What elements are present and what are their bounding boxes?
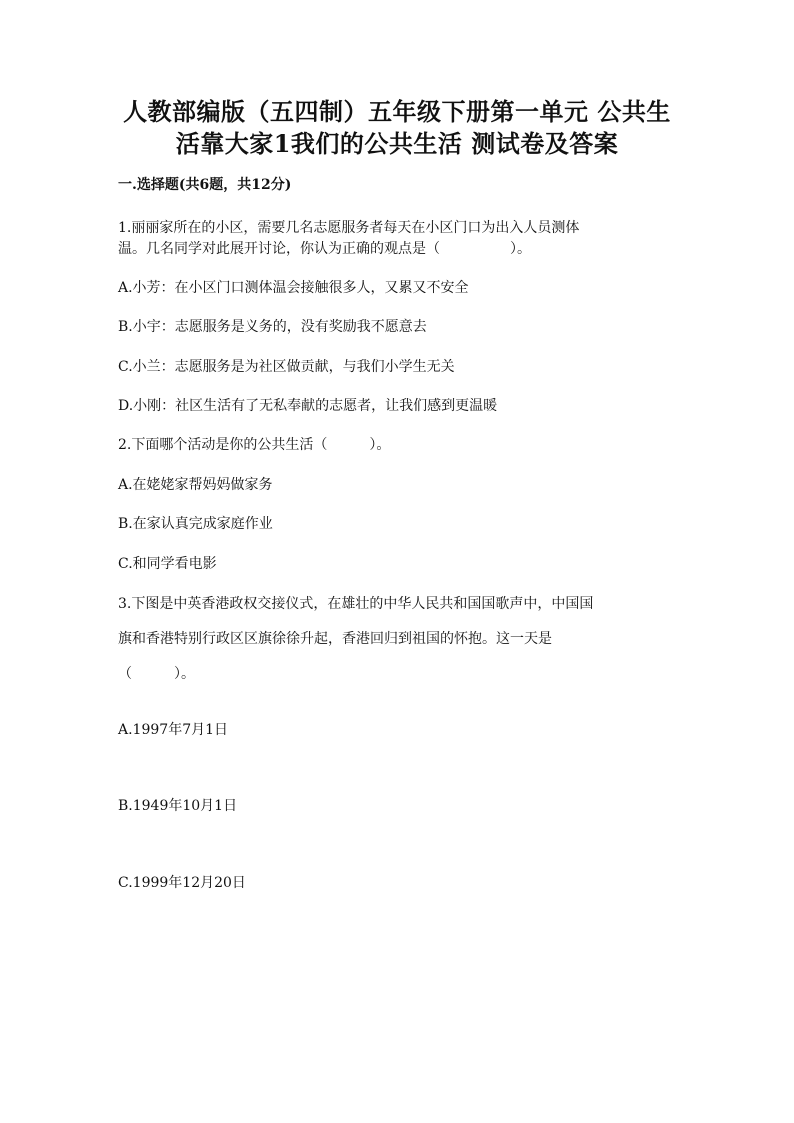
question-2-option-a: A.在姥姥家帮妈妈做家务: [118, 477, 273, 493]
question-1-option-d: D.小刚：社区生活有了无私奉献的志愿者，让我们感到更温暖: [118, 398, 498, 414]
question-1-stem-line-1: 1.丽丽家所在的小区，需要几名志愿服务者每天在小区门口为出入人员测体: [118, 220, 580, 236]
question-2-option-b: B.在家认真完成家庭作业: [118, 516, 273, 532]
question-1-option-c: C.小兰：志愿服务是为社区做贡献，与我们小学生无关: [118, 359, 455, 375]
question-3-option-b: B.1949年10月1日: [118, 798, 238, 814]
section-heading: 一.选择题(共6题，共12分): [118, 177, 292, 193]
question-3-stem-line-3: （ ）。: [118, 666, 195, 682]
question-3-option-c: C.1999年12月20日: [118, 875, 246, 891]
question-1-option-a: A.小芳：在小区门口测体温会接触很多人，又累又不安全: [118, 280, 469, 296]
question-1-option-b: B.小宇：志愿服务是义务的，没有奖励我不愿意去: [118, 319, 427, 335]
question-1-stem-line-2: 温。几名同学对此展开讨论，你认为正确的观点是（ ）。: [118, 241, 531, 257]
document-title-line-2: 活靠大家1我们的公共生活 测试卷及答案: [175, 129, 619, 158]
document-title-line-1: 人教部编版（五四制）五年级下册第一单元 公共生: [123, 97, 671, 126]
question-3-option-a: A.1997年7月1日: [118, 722, 229, 738]
question-3-stem-line-1: 3.下图是中英香港政权交接仪式，在雄壮的中华人民共和国国歌声中，中国国: [118, 596, 594, 612]
question-2-stem-line-1: 2.下面哪个活动是你的公共生活（ ）。: [118, 437, 391, 453]
question-3-stem-line-2: 旗和香港特别行政区区旗徐徐升起，香港回归到祖国的怀抱。这一天是: [118, 631, 552, 647]
question-2-option-c: C.和同学看电影: [118, 556, 217, 572]
